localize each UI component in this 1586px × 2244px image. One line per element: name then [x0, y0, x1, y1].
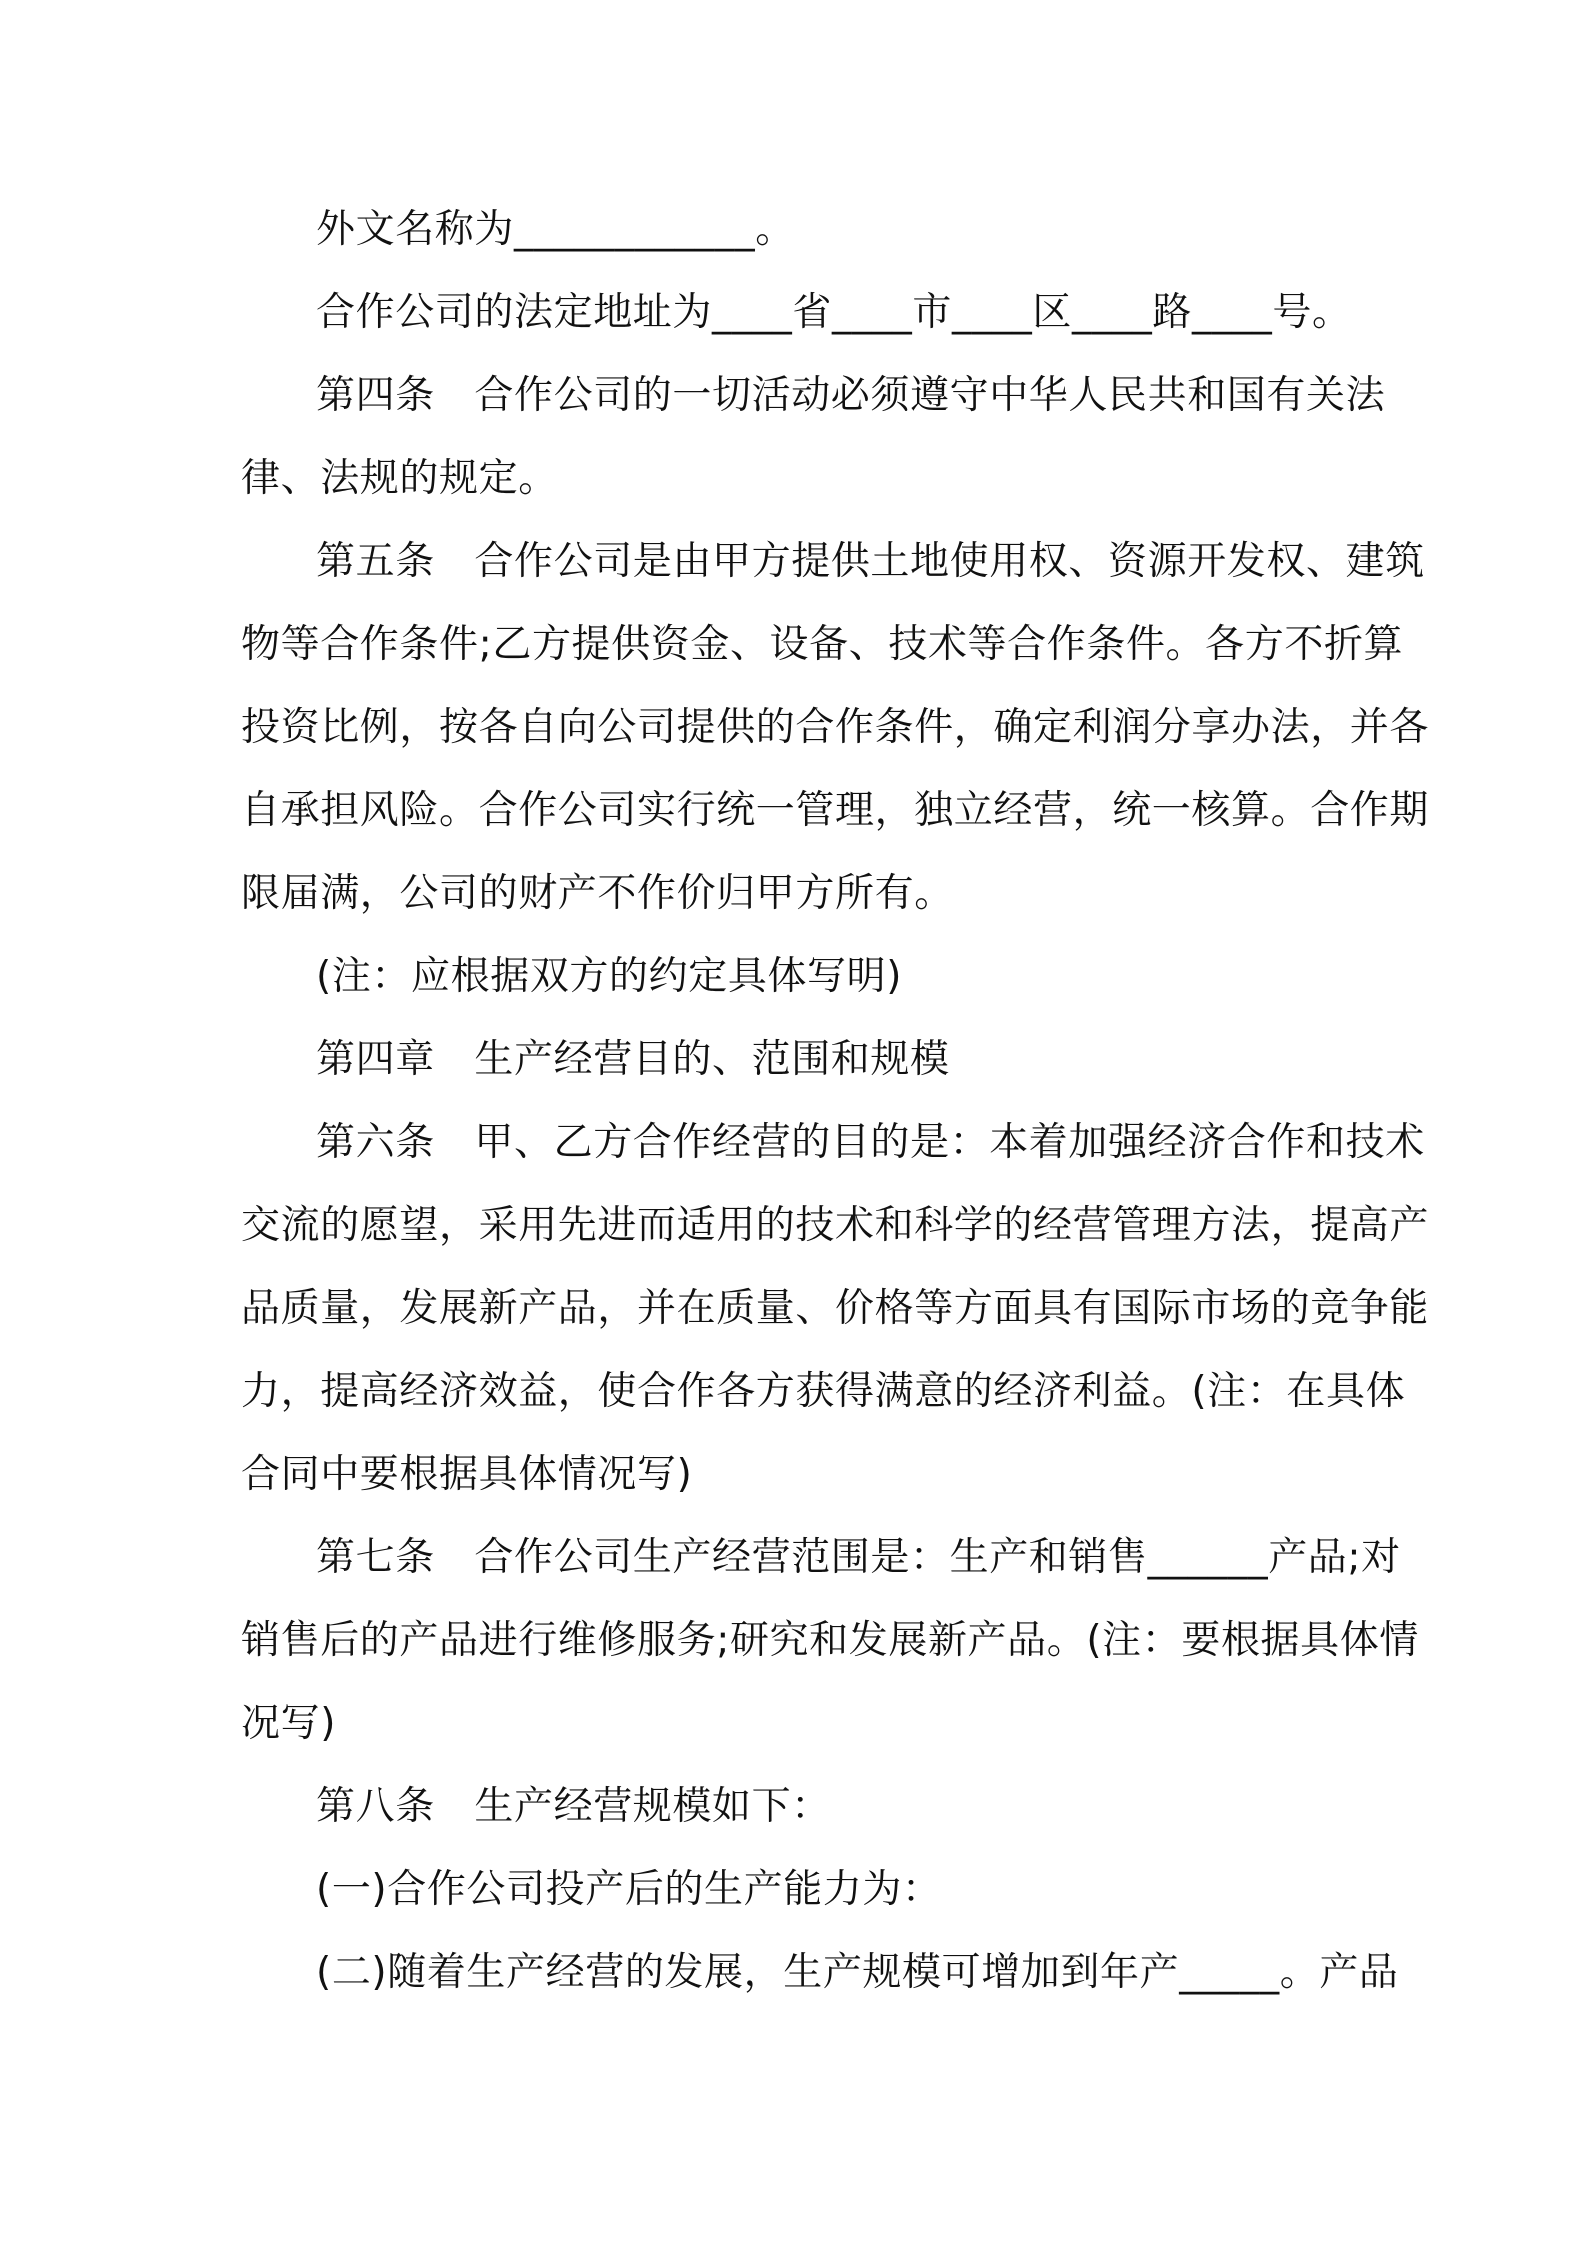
text-line: 交流的愿望，采用先进而适用的技术和科学的经营管理方法，提高产: [241, 1203, 1430, 1248]
text-line: 物等合作条件;乙方提供资金、设备、技术等合作条件。各方不折算: [241, 622, 1404, 667]
text-line: 外文名称为____________。: [316, 207, 795, 252]
text-line: 况写): [241, 1701, 337, 1746]
text-line: 投资比例，按各自向公司提供的合作条件，确定利润分享办法，并各: [241, 705, 1430, 750]
text-line: 限届满，公司的财产不作价归甲方所有。: [241, 871, 954, 916]
article-4-heading-line: 第四条 合作公司的一切活动必须遵守中华人民共和国有关法: [316, 373, 1386, 418]
chapter-4-heading: 第四章 生产经营目的、范围和规模: [316, 1037, 950, 1082]
article-6-heading-line: 第六条 甲、乙方合作经营的目的是：本着加强经济合作和技术: [316, 1120, 1425, 1165]
text-line: 律、法规的规定。: [241, 456, 558, 501]
list-item-1: (一)合作公司投产后的生产能力为：: [316, 1867, 942, 1912]
article-5-heading-line: 第五条 合作公司是由甲方提供土地使用权、资源开发权、建筑: [316, 539, 1425, 584]
list-item-2: (二)随着生产经营的发展，生产规模可增加到年产_____。产品: [316, 1950, 1399, 1995]
text-line: 自承担风险。合作公司实行统一管理，独立经营，统一核算。合作期: [241, 788, 1430, 833]
text-line: 品质量，发展新产品，并在质量、价格等方面具有国际市场的竞争能: [241, 1286, 1430, 1331]
text-line: 合作公司的法定地址为____省____市____区____路____号。: [316, 290, 1352, 335]
text-line: 合同中要根据具体情况写): [241, 1452, 693, 1497]
article-7-heading-line: 第七条 合作公司生产经营范围是：生产和销售______产品;对: [316, 1535, 1401, 1580]
note-line: (注：应根据双方的约定具体写明): [316, 954, 903, 999]
text-line: 力，提高经济效益，使合作各方获得满意的经济利益。(注：在具体: [241, 1369, 1406, 1414]
text-line: 销售后的产品进行维修服务;研究和发展新产品。(注：要根据具体情: [241, 1618, 1419, 1663]
article-8-heading-line: 第八条 生产经营规模如下：: [316, 1784, 831, 1829]
